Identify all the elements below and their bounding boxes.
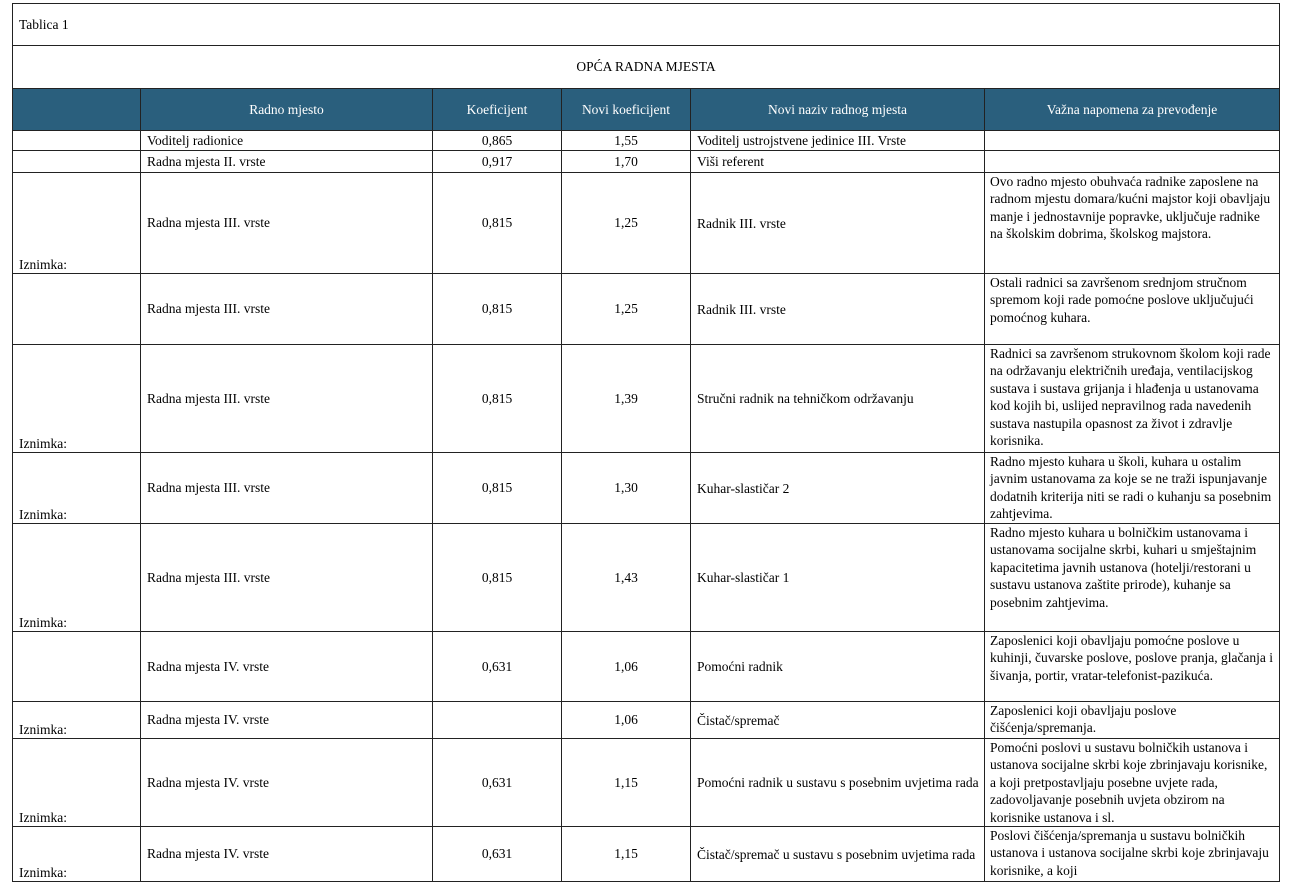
row-label: Iznimka: <box>13 524 141 632</box>
koeficijent-cell: 0,631 <box>433 827 562 882</box>
radno-mjesto-cell: Radna mjesta III. vrste <box>141 524 433 632</box>
table-row <box>13 345 1280 453</box>
job-coefficients-table <box>12 3 1280 882</box>
header-label <box>13 89 141 131</box>
novi-koeficijent-cell: 1,25 <box>562 274 691 345</box>
table-row <box>13 524 1280 632</box>
table-row <box>13 702 1280 739</box>
row-label <box>13 632 141 702</box>
radno-mjesto-cell: Voditelj radionice <box>141 131 433 151</box>
koeficijent-cell: 0,631 <box>433 632 562 702</box>
novi-koeficijent-cell: 1,06 <box>562 632 691 702</box>
row-label <box>13 151 141 173</box>
koeficijent-cell: 0,917 <box>433 151 562 173</box>
table-title: OPĆA RADNA MJESTA <box>13 46 1280 89</box>
napomena-cell: Radno mjesto kuhara u bolničkim ustanovama i ustanovama socijalne skrbi, kuhari u smještajnim kapacitetima javnih ustanova (hotelji/restorani u sustavu ustanova zaštite prirode), kuhanje sa posebnim zahtjevima. <box>985 524 1280 632</box>
row-label: Iznimka: <box>13 345 141 453</box>
table-row <box>13 151 1280 173</box>
radno-mjesto-cell: Radna mjesta III. vrste <box>141 274 433 345</box>
koeficijent-cell: 0,631 <box>433 739 562 827</box>
radno-mjesto-cell: Radna mjesta III. vrste <box>141 173 433 274</box>
napomena-cell: Radno mjesto kuhara u školi, kuhara u ostalim javnim ustanovama za koje se ne traži ispunjavanje dodatnih kriterija niti se radi o kuhanju sa posebnim zahtjevima. <box>985 453 1280 524</box>
novi-koeficijent-cell: 1,25 <box>562 173 691 274</box>
napomena-cell: Radnici sa završenom strukovnom školom koji rade na održavanju električnih uređaja, ventilacijskog sustava i sustava grijanja i hlađenja u ustanovama kod kojih bi, uslijed nepravilnog rada navedenih sustava nastupila opasnost za život i zdravlje korisnika. <box>985 345 1280 453</box>
row-label: Iznimka: <box>13 739 141 827</box>
napomena-cell: Ovo radno mjesto obuhvaća radnike zaposlene na radnom mjestu domara/kućni majstor koji obavljaju manje i jednostavnije popravke, uključuje radnike na školskim dobrima, školskog majstora. <box>985 173 1280 274</box>
koeficijent-cell: 0,815 <box>433 524 562 632</box>
novi-naziv-cell: Pomoćni radnik <box>691 632 985 702</box>
table-row <box>13 274 1280 345</box>
novi-koeficijent-cell: 1,06 <box>562 702 691 739</box>
novi-naziv-cell: Pomoćni radnik u sustavu s posebnim uvjetima rada <box>691 739 985 827</box>
radno-mjesto-cell: Radna mjesta III. vrste <box>141 345 433 453</box>
header-novi-naziv: Novi naziv radnog mjesta <box>691 89 985 131</box>
radno-mjesto-cell: Radna mjesta III. vrste <box>141 453 433 524</box>
napomena-cell: Zaposlenici koji obavljaju pomoćne poslove u kuhinji, čuvarske poslove, poslove pranja, glačanja i šivanja, portir, vratar-telefonist-pazikuća. <box>985 632 1280 702</box>
napomena-cell: Poslovi čišćenja/spremanja u sustavu bolničkih ustanova i ustanova socijalne skrbi koje zbrinjavaju korisnike, a koji <box>985 827 1280 882</box>
row-label: Iznimka: <box>13 173 141 274</box>
novi-koeficijent-cell: 1,30 <box>562 453 691 524</box>
table-row <box>13 739 1280 827</box>
header-row <box>13 89 1280 131</box>
novi-naziv-cell: Radnik III. vrste <box>691 173 985 274</box>
radno-mjesto-cell: Radna mjesta IV. vrste <box>141 702 433 739</box>
novi-koeficijent-cell: 1,15 <box>562 827 691 882</box>
table-row <box>13 632 1280 702</box>
table-caption: Tablica 1 <box>13 4 1280 46</box>
table-row <box>13 827 1280 882</box>
koeficijent-cell: 0,815 <box>433 453 562 524</box>
koeficijent-cell <box>433 702 562 739</box>
koeficijent-cell: 0,815 <box>433 274 562 345</box>
radno-mjesto-cell: Radna mjesta II. vrste <box>141 151 433 173</box>
koeficijent-cell: 0,815 <box>433 173 562 274</box>
radno-mjesto-cell: Radna mjesta IV. vrste <box>141 632 433 702</box>
table-row <box>13 131 1280 151</box>
radno-mjesto-cell: Radna mjesta IV. vrste <box>141 739 433 827</box>
novi-koeficijent-cell: 1,15 <box>562 739 691 827</box>
novi-naziv-cell: Voditelj ustrojstvene jedinice III. Vrste <box>691 131 985 151</box>
koeficijent-cell: 0,815 <box>433 345 562 453</box>
novi-naziv-cell: Kuhar-slastičar 1 <box>691 524 985 632</box>
radno-mjesto-cell: Radna mjesta IV. vrste <box>141 827 433 882</box>
header-novi-koeficijent: Novi koeficijent <box>562 89 691 131</box>
novi-naziv-cell: Čistač/spremač u sustavu s posebnim uvjetima rada <box>691 827 985 882</box>
table-row <box>13 453 1280 524</box>
row-label <box>13 274 141 345</box>
novi-naziv-cell: Stručni radnik na tehničkom održavanju <box>691 345 985 453</box>
novi-koeficijent-cell: 1,55 <box>562 131 691 151</box>
row-label <box>13 131 141 151</box>
napomena-cell: Zaposlenici koji obavljaju poslove čišćenja/spremanja. <box>985 702 1280 739</box>
header-napomena: Važna napomena za prevođenje <box>985 89 1280 131</box>
novi-koeficijent-cell: 1,70 <box>562 151 691 173</box>
row-label: Iznimka: <box>13 827 141 882</box>
koeficijent-cell: 0,865 <box>433 131 562 151</box>
novi-naziv-cell: Kuhar-slastičar 2 <box>691 453 985 524</box>
napomena-cell <box>985 131 1280 151</box>
row-label: Iznimka: <box>13 702 141 739</box>
novi-naziv-cell: Viši referent <box>691 151 985 173</box>
novi-naziv-cell: Čistač/spremač <box>691 702 985 739</box>
napomena-cell: Pomoćni poslovi u sustavu bolničkih ustanova i ustanova socijalne skrbi koje zbrinjavaju korisnike, a koji pretpostavljaju posebne uvjete rada, zadovoljavanje posebnih uvjeta obzirom na korisnike ustanova i sl. <box>985 739 1280 827</box>
header-koeficijent: Koeficijent <box>433 89 562 131</box>
header-radno-mjesto: Radno mjesto <box>141 89 433 131</box>
novi-koeficijent-cell: 1,39 <box>562 345 691 453</box>
row-label: Iznimka: <box>13 453 141 524</box>
napomena-cell <box>985 151 1280 173</box>
napomena-cell: Ostali radnici sa završenom srednjom stručnom spremom koji rade pomoćne poslove uključujući pomoćnog kuhara. <box>985 274 1280 345</box>
novi-koeficijent-cell: 1,43 <box>562 524 691 632</box>
table-row <box>13 173 1280 274</box>
novi-naziv-cell: Radnik III. vrste <box>691 274 985 345</box>
